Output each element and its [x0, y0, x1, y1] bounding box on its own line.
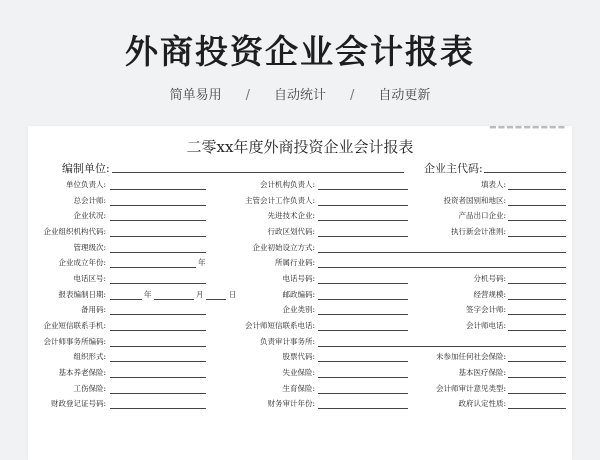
field-label: 未参加任何社会保险: [435, 352, 506, 362]
form-row [28, 242, 572, 257]
field-input[interactable] [508, 383, 566, 394]
field-input[interactable] [110, 336, 206, 347]
report-sheet [28, 126, 572, 460]
tag-easy: 简单易用 [169, 88, 222, 103]
field-label: 基本医疗保险: [458, 367, 506, 377]
field-input[interactable] [508, 195, 566, 206]
field-label: 总会计师: [73, 195, 106, 205]
field-label: 负责审计事务所: [259, 336, 315, 346]
field-input[interactable] [110, 398, 206, 409]
banner-title: 外商投资企业会计报表 [125, 32, 475, 71]
date-year-unit: 年 [144, 289, 152, 299]
field-input[interactable] [110, 383, 206, 394]
date-day-unit: 日 [229, 289, 237, 299]
field-label: 所属行业码: [274, 258, 315, 268]
decorative-header-mark: ▬▬▬▬▬▬▬▬▬ [488, 126, 566, 131]
field-label: 政府认定性质: [458, 399, 506, 409]
year-field[interactable] [110, 257, 196, 268]
field-input[interactable] [508, 226, 566, 237]
field-label: 电话区号: [73, 273, 106, 283]
field-label: 会计师短信联系电话: [244, 320, 315, 330]
field-input[interactable] [318, 320, 408, 331]
tag-separator: / [350, 88, 355, 103]
field-label: 签字会计师: [465, 305, 506, 315]
field-input[interactable] [318, 351, 408, 362]
field-input[interactable] [110, 242, 206, 253]
field-input[interactable] [318, 242, 566, 253]
field-input[interactable] [318, 383, 408, 394]
field-label: 财政登记证号码: [50, 399, 106, 409]
field-label: 会计师事务所编码: [43, 336, 106, 346]
field-label: 企业短信联系手机: [43, 320, 106, 330]
date-year-field[interactable] [110, 289, 142, 300]
field-input[interactable] [318, 257, 566, 268]
field-label: 股票代码: [282, 352, 315, 362]
main-code-field[interactable] [484, 162, 566, 173]
field-input[interactable] [508, 398, 566, 409]
field-label: 会计机构负责人: [259, 180, 315, 189]
field-label: 会计师电话: [465, 320, 506, 330]
form-row [28, 273, 572, 288]
form-row [28, 367, 572, 382]
form-row [28, 226, 572, 241]
field-label: 会计师审计意见类型: [435, 383, 506, 393]
field-label: 经营规模: [473, 289, 506, 299]
date-month-field[interactable] [154, 289, 194, 300]
field-label: 企业初始设立方式: [252, 242, 315, 252]
field-input[interactable] [508, 320, 566, 331]
form-row [28, 398, 572, 413]
field-input[interactable] [110, 210, 206, 221]
field-input[interactable] [110, 304, 206, 315]
form-row [28, 383, 572, 398]
field-label: 先进技术企业: [267, 211, 315, 221]
field-label: 企业类别: [282, 305, 315, 315]
field-input[interactable] [318, 226, 408, 237]
tag-auto-stats: 自动统计 [273, 88, 326, 103]
field-label: 企业状况: [73, 211, 106, 221]
field-input[interactable] [110, 367, 206, 378]
field-input[interactable] [508, 210, 566, 221]
feature-tags [0, 84, 600, 103]
form-row [28, 179, 572, 194]
form-row [28, 195, 572, 210]
form-row [28, 289, 572, 304]
field-input[interactable] [318, 367, 408, 378]
field-label: 填表人: [480, 180, 506, 189]
field-input[interactable] [110, 195, 206, 206]
field-input[interactable] [318, 336, 566, 347]
field-label: 失业保险: [282, 367, 315, 377]
field-input[interactable] [508, 367, 566, 378]
field-input[interactable] [318, 210, 408, 221]
field-input[interactable] [508, 304, 566, 315]
field-label: 单位负责人: [65, 180, 106, 189]
field-label: 备用码: [80, 305, 106, 315]
form-row [28, 336, 572, 351]
date-day-field[interactable] [206, 289, 226, 300]
unit-field[interactable] [112, 162, 404, 173]
field-input[interactable] [318, 398, 408, 409]
field-input[interactable] [110, 179, 206, 190]
field-label: 组织形式: [73, 352, 106, 362]
field-label: 主管会计工作负责人: [244, 195, 315, 205]
report-title: 二零xx年度外商投资企业会计报表 [186, 138, 414, 156]
field-label: 电话号码: [282, 273, 315, 283]
field-input[interactable] [110, 351, 206, 362]
form-row [28, 304, 572, 319]
field-label: 投资者国别和地区: [443, 195, 506, 205]
form-row [28, 351, 572, 366]
field-input[interactable] [508, 179, 566, 190]
field-input[interactable] [508, 273, 566, 284]
field-label: 管理级次: [73, 242, 106, 252]
field-input[interactable] [318, 273, 408, 284]
form-row [28, 210, 572, 225]
field-label: 分机号码: [473, 273, 506, 283]
field-label: 行政区划代码: [267, 227, 315, 236]
field-label: 产品出口企业: [458, 211, 506, 221]
form-row [28, 257, 572, 272]
field-label: 邮政编码: [282, 289, 315, 299]
tag-separator: / [245, 88, 250, 103]
field-input[interactable] [508, 351, 566, 362]
field-input[interactable] [318, 304, 408, 315]
field-input[interactable] [110, 273, 206, 284]
date-month-unit: 月 [196, 289, 204, 299]
field-input[interactable] [318, 289, 408, 300]
field-label: 报表编制日期: [58, 289, 106, 299]
field-input[interactable] [318, 179, 408, 190]
field-label: 企业组织机构代码: [43, 227, 106, 236]
tag-auto-update: 自动更新 [378, 88, 431, 103]
field-label: 生育保险: [282, 383, 315, 393]
field-input[interactable] [110, 226, 206, 237]
field-label: 工伤保险: [73, 383, 106, 393]
field-label: 基本养老保险: [58, 367, 106, 377]
field-label: 执行新会计准则: [450, 227, 506, 236]
year-unit: 年 [198, 258, 206, 268]
field-label: 财务审计年份: [267, 399, 315, 409]
unit-label: 编制单位: [62, 162, 110, 175]
main-code-label: 企业主代码: [424, 162, 483, 175]
field-input[interactable] [508, 289, 566, 300]
field-input[interactable] [110, 320, 206, 331]
form-row [28, 320, 572, 335]
field-input[interactable] [318, 195, 408, 206]
field-label: 企业成立年份: [58, 258, 106, 268]
